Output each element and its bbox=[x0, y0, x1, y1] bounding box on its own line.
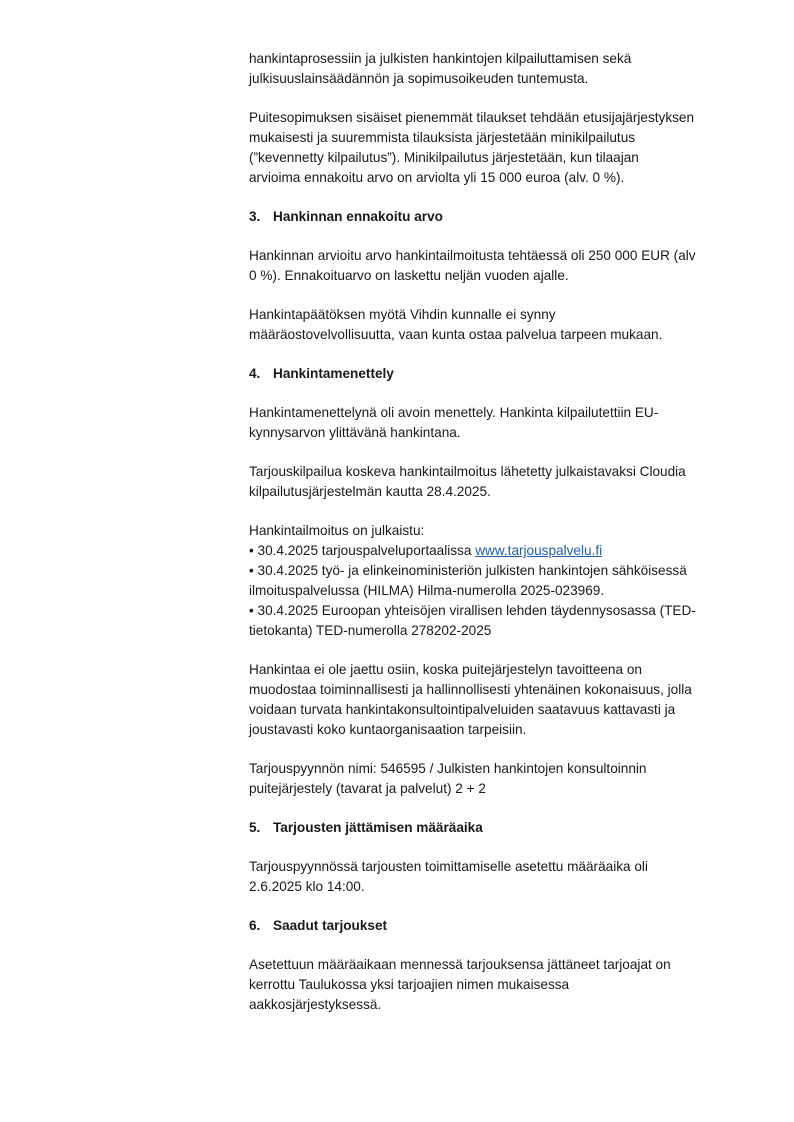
list-item-continuation: tietokanta) TED-numerolla 278202-2025 bbox=[249, 623, 492, 638]
text-line: mukaisesti ja suuremmista tilauksista järjestetään minikilpailutus bbox=[249, 130, 636, 145]
section-number: 6. bbox=[249, 918, 261, 933]
text-line: Tarjouskilpailua koskeva hankintailmoitus lähetetty julkaistavaksi Cloudia bbox=[249, 464, 686, 479]
list-item: • 30.4.2025 työ- ja elinkeinoministeriön julkisten hankintojen sähköisessä bbox=[249, 563, 687, 578]
text-line: Hankintaa ei ole jaettu osiin, koska puitejärjestelyn tavoitteena on bbox=[249, 662, 642, 677]
text-line: julkisuuslainsäädännön ja sopimusoikeuden tuntemusta. bbox=[249, 71, 589, 86]
text-line: kynnysarvon ylittävänä hankintana. bbox=[249, 425, 461, 440]
intro-paragraph bbox=[249, 49, 749, 89]
text-line: kerrottu Taulukossa yksi tarjoajien nimen mukaisessa bbox=[249, 977, 570, 992]
bullet-text: • 30.4.2025 tarjouspalveluportaalissa bbox=[249, 543, 476, 558]
text-line: joustavasti koko kuntaorganisaation tarpeisiin. bbox=[249, 722, 527, 737]
publication-list bbox=[249, 521, 749, 641]
section-heading-4 bbox=[249, 364, 749, 384]
section-title: Tarjousten jättämisen määräaika bbox=[273, 820, 483, 835]
framework-paragraph bbox=[249, 108, 749, 188]
section-title: Hankinnan ennakoitu arvo bbox=[273, 209, 443, 224]
text-line: Asetettuun määräaikaan mennessä tarjouksensa jättäneet tarjoajat on bbox=[249, 957, 671, 972]
section-number: 5. bbox=[249, 820, 261, 835]
section-heading-6 bbox=[249, 916, 749, 936]
text-line: hankintaprosessiin ja julkisten hankintojen kilpailuttamisen sekä bbox=[249, 51, 632, 66]
section-title: Saadut tarjoukset bbox=[273, 918, 388, 933]
section5-paragraph-1 bbox=[249, 857, 749, 897]
section4-paragraph-1 bbox=[249, 403, 749, 443]
section-title: Hankintamenettely bbox=[273, 366, 394, 381]
list-item bbox=[249, 541, 749, 561]
text-line: 0 %). Ennakoituarvo on laskettu neljän vuoden ajalle. bbox=[249, 268, 569, 283]
section3-paragraph-2 bbox=[249, 305, 749, 345]
tarjouspalvelu-link[interactable]: www.tarjouspalvelu.fi bbox=[475, 543, 603, 558]
text-line: 2.6.2025 klo 14:00. bbox=[249, 879, 365, 894]
section6-paragraph-1 bbox=[249, 955, 749, 1015]
text-line: määräostovelvollisuutta, vaan kunta ostaa palvelua tarpeen mukaan. bbox=[249, 327, 663, 342]
text-line: muodostaa toiminnallisesti ja hallinnollisesti yhtenäinen kokonaisuus, jolla bbox=[249, 682, 692, 697]
section-number: 4. bbox=[249, 366, 261, 381]
list-item: • 30.4.2025 Euroopan yhteisöjen virallisen lehden täydennysosassa (TED- bbox=[249, 603, 696, 618]
text-line: Tarjouspyynnössä tarjousten toimittamiselle asetettu määräaika oli bbox=[249, 859, 648, 874]
section-heading-5 bbox=[249, 818, 749, 838]
text-line: aakkosjärjestyksessä. bbox=[249, 997, 382, 1012]
section-number: 3. bbox=[249, 209, 261, 224]
section3-paragraph-1 bbox=[249, 246, 749, 286]
section4-paragraph-3 bbox=[249, 660, 749, 740]
section4-paragraph-4 bbox=[249, 759, 749, 799]
text-line: arvioima ennakoitu arvo on arviolta yli 15 000 euroa (alv. 0 %). bbox=[249, 170, 625, 185]
text-line: Hankinnan arvioitu arvo hankintailmoitusta tehtäessä oli 250 000 EUR (alv bbox=[249, 248, 696, 263]
text-line: kilpailutusjärjestelmän kautta 28.4.2025. bbox=[249, 484, 491, 499]
list-item-continuation: ilmoituspalvelussa (HILMA) Hilma-numerolla 2025-023969. bbox=[249, 583, 605, 598]
text-line: (”kevennetty kilpailutus”). Minikilpailutus järjestetään, kun tilaajan bbox=[249, 150, 639, 165]
section-heading-3 bbox=[249, 207, 749, 227]
publication-intro: Hankintailmoitus on julkaistu: bbox=[249, 523, 425, 538]
document-page bbox=[249, 49, 749, 1034]
text-line: Hankintapäätöksen myötä Vihdin kunnalle ei synny bbox=[249, 307, 556, 322]
text-line: puitejärjestely (tavarat ja palvelut) 2 + 2 bbox=[249, 781, 486, 796]
text-line: Tarjouspyynnön nimi: 546595 / Julkisten hankintojen konsultoinnin bbox=[249, 761, 647, 776]
text-line: Hankintamenettelynä oli avoin menettely. Hankinta kilpailutettiin EU- bbox=[249, 405, 659, 420]
section4-paragraph-2 bbox=[249, 462, 749, 502]
text-line: voidaan turvata hankintakonsultointipalveluiden saatavuus kattavasti ja bbox=[249, 702, 676, 717]
text-line: Puitesopimuksen sisäiset pienemmät tilaukset tehdään etusijajärjestyksen bbox=[249, 110, 695, 125]
